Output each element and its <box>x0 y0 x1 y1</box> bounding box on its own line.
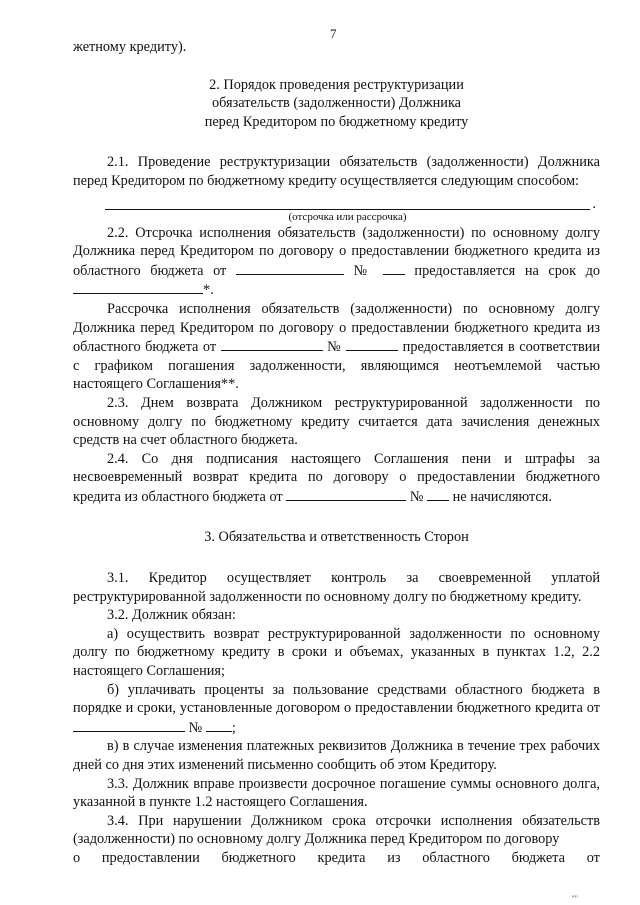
corner-mark: "" <box>571 894 578 903</box>
document-body <box>73 38 600 868</box>
paragraph-3-1: 3.1. Кредитор осуществляет контроль за своевременной уплатой реструктурированной задолженности по основному долгу по бюджетному кредиту. <box>73 570 600 605</box>
method-caption: (отсрочка или рассрочка) <box>288 210 407 223</box>
date-blank <box>236 261 344 275</box>
paragraph-3-2-b: б) уплачивать проценты за пользование средствами областного бюджета в порядке и сроки, установленные договором о предоставлении бюджетного кредита от № ; <box>73 681 600 736</box>
paragraph-3-4: 3.4. При нарушении Должником срока отсрочки исполнения обязательств (задолженности) по основному долгу Должника перед Кредитором по договору <box>73 812 600 848</box>
number-blank <box>206 718 232 732</box>
method-blank-line: . <box>105 193 590 210</box>
date-blank <box>221 337 323 351</box>
paragraph-2-2-installment: Рассрочка исполнения обязательств (задолженности) по основному долгу Должника перед Кредитором по договору о предоставлении бюджетного кредита из областного бюджета от № предоставляется в соответствии с графиком погашения задолженности, являющимся неотъемлемой частью настоящего Соглашения**. <box>73 300 601 393</box>
number-blank <box>427 487 449 501</box>
paragraph-3-2-a: а) осуществить возврат реструктурированной задолженности по основному долгу по бюджетному кредиту в сроки и объемах, указанных в пунктах 1.2, 2.2 настоящего Соглашения; <box>73 625 600 680</box>
paragraph-3-4-last-line: о предоставлении бюджетного кредита из областного бюджета от <box>73 849 600 866</box>
paragraph-2-1: 2.1. Проведение реструктуризации обязательств (задолженности) Должника перед Кредитором по бюджетному кредиту осуществляется следующим способом: <box>73 154 600 189</box>
page-number: 7 <box>330 26 337 41</box>
carry-line: жетному кредиту). <box>73 39 187 55</box>
paragraph-3-2-c: в) в случае изменения платежных реквизитов Должника в течение трех рабочих дней со дня этих изменений письменно сообщить об этом Кредитору. <box>73 738 600 773</box>
number-blank <box>346 337 398 351</box>
date-blank <box>286 487 406 501</box>
number-blank <box>383 261 405 275</box>
paragraph-2-3: 2.3. Днем возврата Должником реструктурированной задолженности по основному долгу по бюджетному кредиту считается дата зачисления денежных средств на счет областного бюджета. <box>73 394 600 449</box>
paragraph-2-2: 2.2. Отсрочка исполнения обязательств (задолженности) по основному долгу Должника перед Кредитором по договору о предоставлении бюджетного кредита из областного бюджета от № предоставляется на срок до *. <box>73 224 601 299</box>
term-blank <box>73 280 203 294</box>
section3-title: 3. Обязательства и ответственность Сторон <box>204 529 469 546</box>
section2-title: 2. Порядок проведения реструктуризации обязательств (задолженности) Должника перед Кредитором по бюджетному кредиту <box>204 76 469 130</box>
paragraph-2-4: 2.4. Со дня подписания настоящего Соглашения пени и штрафы за несвоевременный возврат кредита по договору о предоставлении бюджетного кредита из областного бюджета от № не начисляются. <box>73 450 600 505</box>
paragraph-3-2: 3.2. Должник обязан: <box>107 607 236 624</box>
date-blank <box>73 718 185 732</box>
paragraph-3-3: 3.3. Должник вправе произвести досрочное погашение суммы основного долга, указанной в пункте 1.2 настоящего Соглашения. <box>73 775 600 811</box>
